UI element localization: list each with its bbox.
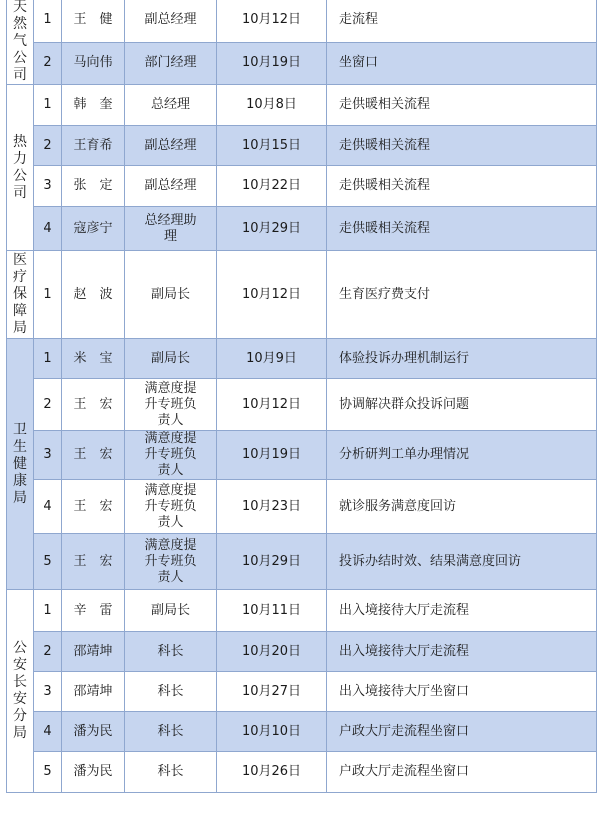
duty-date: 10月27日 [217,672,327,712]
duty-task: 户政大厅走流程坐窗口 [327,752,597,793]
duty-date: 10月15日 [217,126,327,166]
person-name: 王 健 [62,0,125,42]
person-name: 王 宏 [62,431,125,480]
table-row [7,672,597,712]
row-number: 4 [34,712,62,752]
position-text: 科长 [157,723,184,739]
row-number: 2 [34,126,62,166]
position-text: 副总经理 [144,137,197,153]
row-number: 1 [34,85,62,126]
position-title [125,207,217,251]
department-label: 热力公司 [13,133,27,201]
duty-task: 坐窗口 [327,42,597,84]
position-text: 副总经理 [144,178,197,193]
duty-task: 走供暖相关流程 [327,166,597,207]
department-label: 医疗保障局 [13,252,27,336]
position-text: 科长 [157,643,184,659]
duty-date: 10月29日 [217,534,327,590]
person-name: 赵 波 [62,251,125,339]
department-name [7,0,34,85]
table-row [7,207,597,251]
position-title [125,431,217,480]
duty-task: 走供暖相关流程 [327,126,597,166]
position-title [125,126,217,166]
row-number: 5 [34,534,62,590]
department-label: 天然气公司 [13,0,27,83]
table-row [7,752,597,793]
table-row [7,85,597,126]
duty-date: 10月26日 [217,752,327,793]
row-number: 1 [34,339,62,379]
duty-task: 体验投诉办理机制运行 [327,339,597,379]
duty-task: 就诊服务满意度回访 [327,480,597,534]
position-text: 满意度提升专班负责人 [144,431,197,478]
duty-date: 10月10日 [217,712,327,752]
table-row [7,590,597,632]
duty-date: 10月19日 [217,42,327,84]
row-number: 3 [34,431,62,480]
position-text: 部门经理 [144,55,197,71]
table-row [7,712,597,752]
duty-date: 10月8日 [217,85,327,126]
position-text: 科长 [157,683,184,699]
table-row [7,166,597,207]
position-title [125,480,217,534]
position-title [125,339,217,379]
position-text: 副局长 [150,350,190,366]
table-row [7,339,597,379]
duty-task: 走流程 [327,0,597,42]
position-title [125,85,217,126]
position-title [125,166,217,207]
duty-task: 户政大厅走流程坐窗口 [327,712,597,752]
position-title [125,42,217,84]
person-name: 寇彦宁 [62,207,125,251]
row-number: 3 [34,672,62,712]
person-name: 马向伟 [62,42,125,84]
department-label: 卫生健康局 [13,421,27,506]
row-number: 3 [34,166,62,207]
position-title [125,534,217,590]
row-number: 1 [34,251,62,339]
person-name: 王育希 [62,126,125,166]
department-name [7,85,34,251]
position-title [125,752,217,793]
person-name: 潘为民 [62,712,125,752]
position-text: 副总经理 [144,12,197,28]
duty-date: 10月29日 [217,207,327,251]
duty-task: 走供暖相关流程 [327,207,597,251]
duty-task: 出入境接待大厅走流程 [327,590,597,632]
table-row [7,534,597,590]
duty-task: 走供暖相关流程 [327,85,597,126]
row-number: 1 [34,590,62,632]
table-row [7,0,597,42]
duty-task: 分析研判工单办理情况 [327,431,597,480]
table-row [7,42,597,84]
duty-task: 生育医疗费支付 [327,251,597,339]
position-title [125,251,217,339]
table-row [7,632,597,672]
row-number: 2 [34,42,62,84]
department-name [7,251,34,339]
person-name: 米 宝 [62,339,125,379]
row-number: 1 [34,0,62,42]
person-name: 韩 奎 [62,85,125,126]
table-row [7,480,597,534]
position-title [125,672,217,712]
duty-date: 10月23日 [217,480,327,534]
person-name: 王 宏 [62,480,125,534]
duty-task: 投诉办结时效、结果满意度回访 [327,534,597,590]
position-text: 副局长 [150,286,190,302]
department-name [7,590,34,793]
row-number: 5 [34,752,62,793]
row-number: 4 [34,480,62,534]
roster-body [7,0,597,793]
duty-date: 10月22日 [217,166,327,207]
duty-date: 10月9日 [217,339,327,379]
person-name: 王 宏 [62,534,125,590]
duty-task: 出入境接待大厅坐窗口 [327,672,597,712]
duty-date: 10月19日 [217,431,327,480]
position-title [125,379,217,431]
position-text: 满意度提升专班负责人 [144,380,197,428]
duty-date: 10月12日 [217,251,327,339]
position-title [125,712,217,752]
person-name: 邵靖坤 [62,672,125,712]
person-name: 张 定 [62,166,125,207]
table-row [7,431,597,480]
person-name: 辛 雷 [62,590,125,632]
position-text: 总经理 [150,97,190,112]
position-text: 满意度提升专班负责人 [144,482,197,530]
row-number: 4 [34,207,62,251]
position-title [125,590,217,632]
duty-date: 10月12日 [217,379,327,431]
duty-date: 10月20日 [217,632,327,672]
position-text: 副局长 [150,602,190,618]
position-title [125,632,217,672]
row-number: 2 [34,632,62,672]
position-text: 满意度提升专班负责人 [144,537,197,585]
position-text: 总经理助理 [144,212,197,244]
duty-date: 10月12日 [217,0,327,42]
duty-roster-table [6,0,597,793]
department-name [7,339,34,590]
table-row [7,379,597,431]
department-label: 公安长安分局 [13,640,27,741]
duty-task: 协调解决群众投诉问题 [327,379,597,431]
duty-date: 10月11日 [217,590,327,632]
person-name: 潘为民 [62,752,125,793]
table-row [7,126,597,166]
table-row [7,251,597,339]
position-text: 科长 [157,764,184,779]
person-name: 王 宏 [62,379,125,431]
person-name: 邵靖坤 [62,632,125,672]
duty-task: 出入境接待大厅走流程 [327,632,597,672]
position-title [125,0,217,42]
row-number: 2 [34,379,62,431]
